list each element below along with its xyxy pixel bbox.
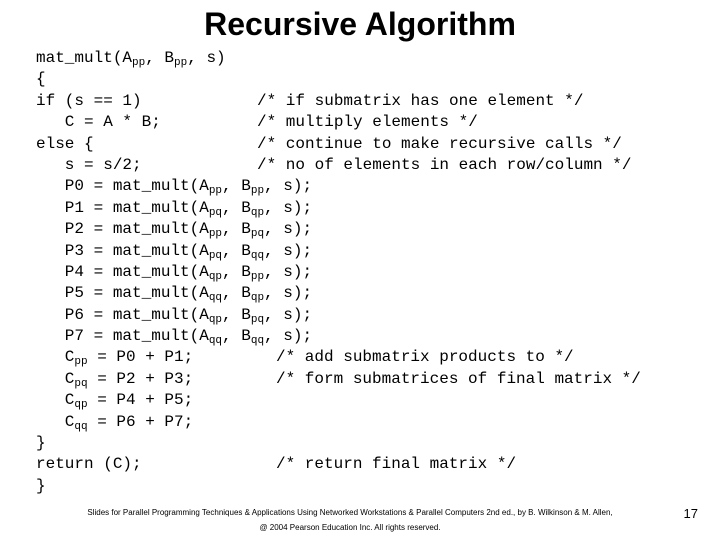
subscript: qp [208, 270, 223, 283]
subscript: pp [74, 356, 88, 369]
slide-title: Recursive Algorithm [204, 6, 516, 42]
subscript: pp [208, 228, 223, 241]
code-statement: $C_{qp} = P4 + P5$; [36, 391, 194, 412]
code-line [36, 241, 312, 262]
code-comment: /* continue to make recursive calls */ [257, 134, 622, 153]
code-comment: /* no of elements in each row/column */ [257, 155, 632, 174]
code-line [36, 412, 312, 433]
code-line [36, 454, 517, 475]
code-line [36, 134, 622, 155]
subscript: pp [208, 185, 223, 198]
code-statement: $C_{pq} = P2 + P3$; [36, 369, 194, 390]
code-line [36, 433, 312, 454]
subscript: qp [74, 399, 88, 412]
code-statement: $P0 = mat\_mult(A_{pp}$, $B_{pp}$, s); [36, 177, 313, 198]
code-statement: s = s/2; [36, 155, 142, 174]
code-line [36, 112, 478, 133]
code-statement: $P4 = mat\_mult(A_{qp}$, $B_{pp}$, s); [36, 262, 313, 283]
footer-copyright: @ 2004 Pearson Education Inc. All rights reserved. [259, 523, 441, 532]
subscript: qq [250, 249, 265, 262]
code-line [36, 283, 312, 304]
subscript: qq [250, 335, 265, 348]
subscript: qp [250, 206, 265, 219]
code-statement: $P5 = mat\_mult(A_{qq}$, $B_{qp}$, s); [36, 284, 313, 305]
code-statement: $mat\_mult(A_{pp}$, $B_{pp}$, s) [36, 49, 226, 69]
subscript: qq [74, 420, 88, 433]
subscript: qq [208, 335, 223, 348]
code-statement: C = A * B; [36, 113, 161, 132]
code-comment: /* form submatrices of final matrix */ [276, 369, 641, 388]
subscript: pq [250, 313, 265, 326]
subscript: pq [250, 228, 265, 241]
code-statement: $C_{pp} = P0 + P1$; [36, 348, 194, 369]
code-line [36, 369, 641, 390]
code-line [36, 305, 312, 326]
code-line [36, 198, 312, 219]
subscript: pq [208, 206, 223, 219]
code-comment: /* multiply elements */ [257, 113, 478, 132]
subscript: pp [132, 57, 146, 69]
subscript: pq [208, 249, 223, 262]
code-statement: $P3 = mat\_mult(A_{pq}$, $B_{qq}$, s); [36, 241, 313, 262]
code-statement: $P1 = mat\_mult(A_{pq}$, $B_{qp}$, s); [36, 198, 313, 219]
code-line [36, 176, 312, 197]
code-line [36, 347, 574, 369]
code-line [36, 69, 312, 90]
subscript: qp [250, 292, 265, 305]
code-statement: if (s == 1) [36, 91, 142, 110]
code-statement: } [36, 434, 46, 453]
code-comment: /* return final matrix */ [276, 455, 517, 474]
code-line [36, 219, 312, 240]
code-comment: /* if submatrix has one element */ [257, 91, 584, 110]
code-statement: } [36, 476, 46, 495]
code-line [36, 91, 584, 112]
code-line [36, 390, 312, 411]
subscript: pp [250, 270, 265, 283]
subscript: qp [208, 313, 223, 326]
code-statement: $C_{qq} = P6 + P7$; [36, 412, 194, 433]
subscript: pp [174, 57, 188, 69]
code-comment: /* add submatrix products to */ [276, 348, 574, 367]
code-listing [36, 48, 641, 497]
code-statement: $P6 = mat\_mult(A_{qp}$, $B_{pq}$, s); [36, 305, 313, 326]
code-statement: { [36, 70, 46, 89]
subscript: pp [250, 185, 265, 198]
code-statement: $P7 = mat\_mult(A_{qq}$, $B_{qq}$, s); [36, 327, 313, 348]
code-line [36, 48, 312, 69]
code-statement: $P2 = mat\_mult(A_{pp}$, $B_{pq}$, s); [36, 220, 313, 241]
code-line [36, 155, 632, 176]
code-statement: return (C); [36, 455, 142, 474]
footer-credit: Slides for Parallel Programming Techniques & Applications Using Networked Workstations & Parallel Computers 2nd ed., by B. Wilkinson & M. Allen, [87, 508, 613, 517]
code-line [36, 262, 312, 283]
code-statement: else { [36, 134, 94, 153]
subscript: pq [74, 377, 88, 390]
page-number: 17 [683, 506, 698, 521]
code-line [36, 476, 312, 497]
code-line [36, 326, 312, 347]
subscript: qq [208, 292, 223, 305]
